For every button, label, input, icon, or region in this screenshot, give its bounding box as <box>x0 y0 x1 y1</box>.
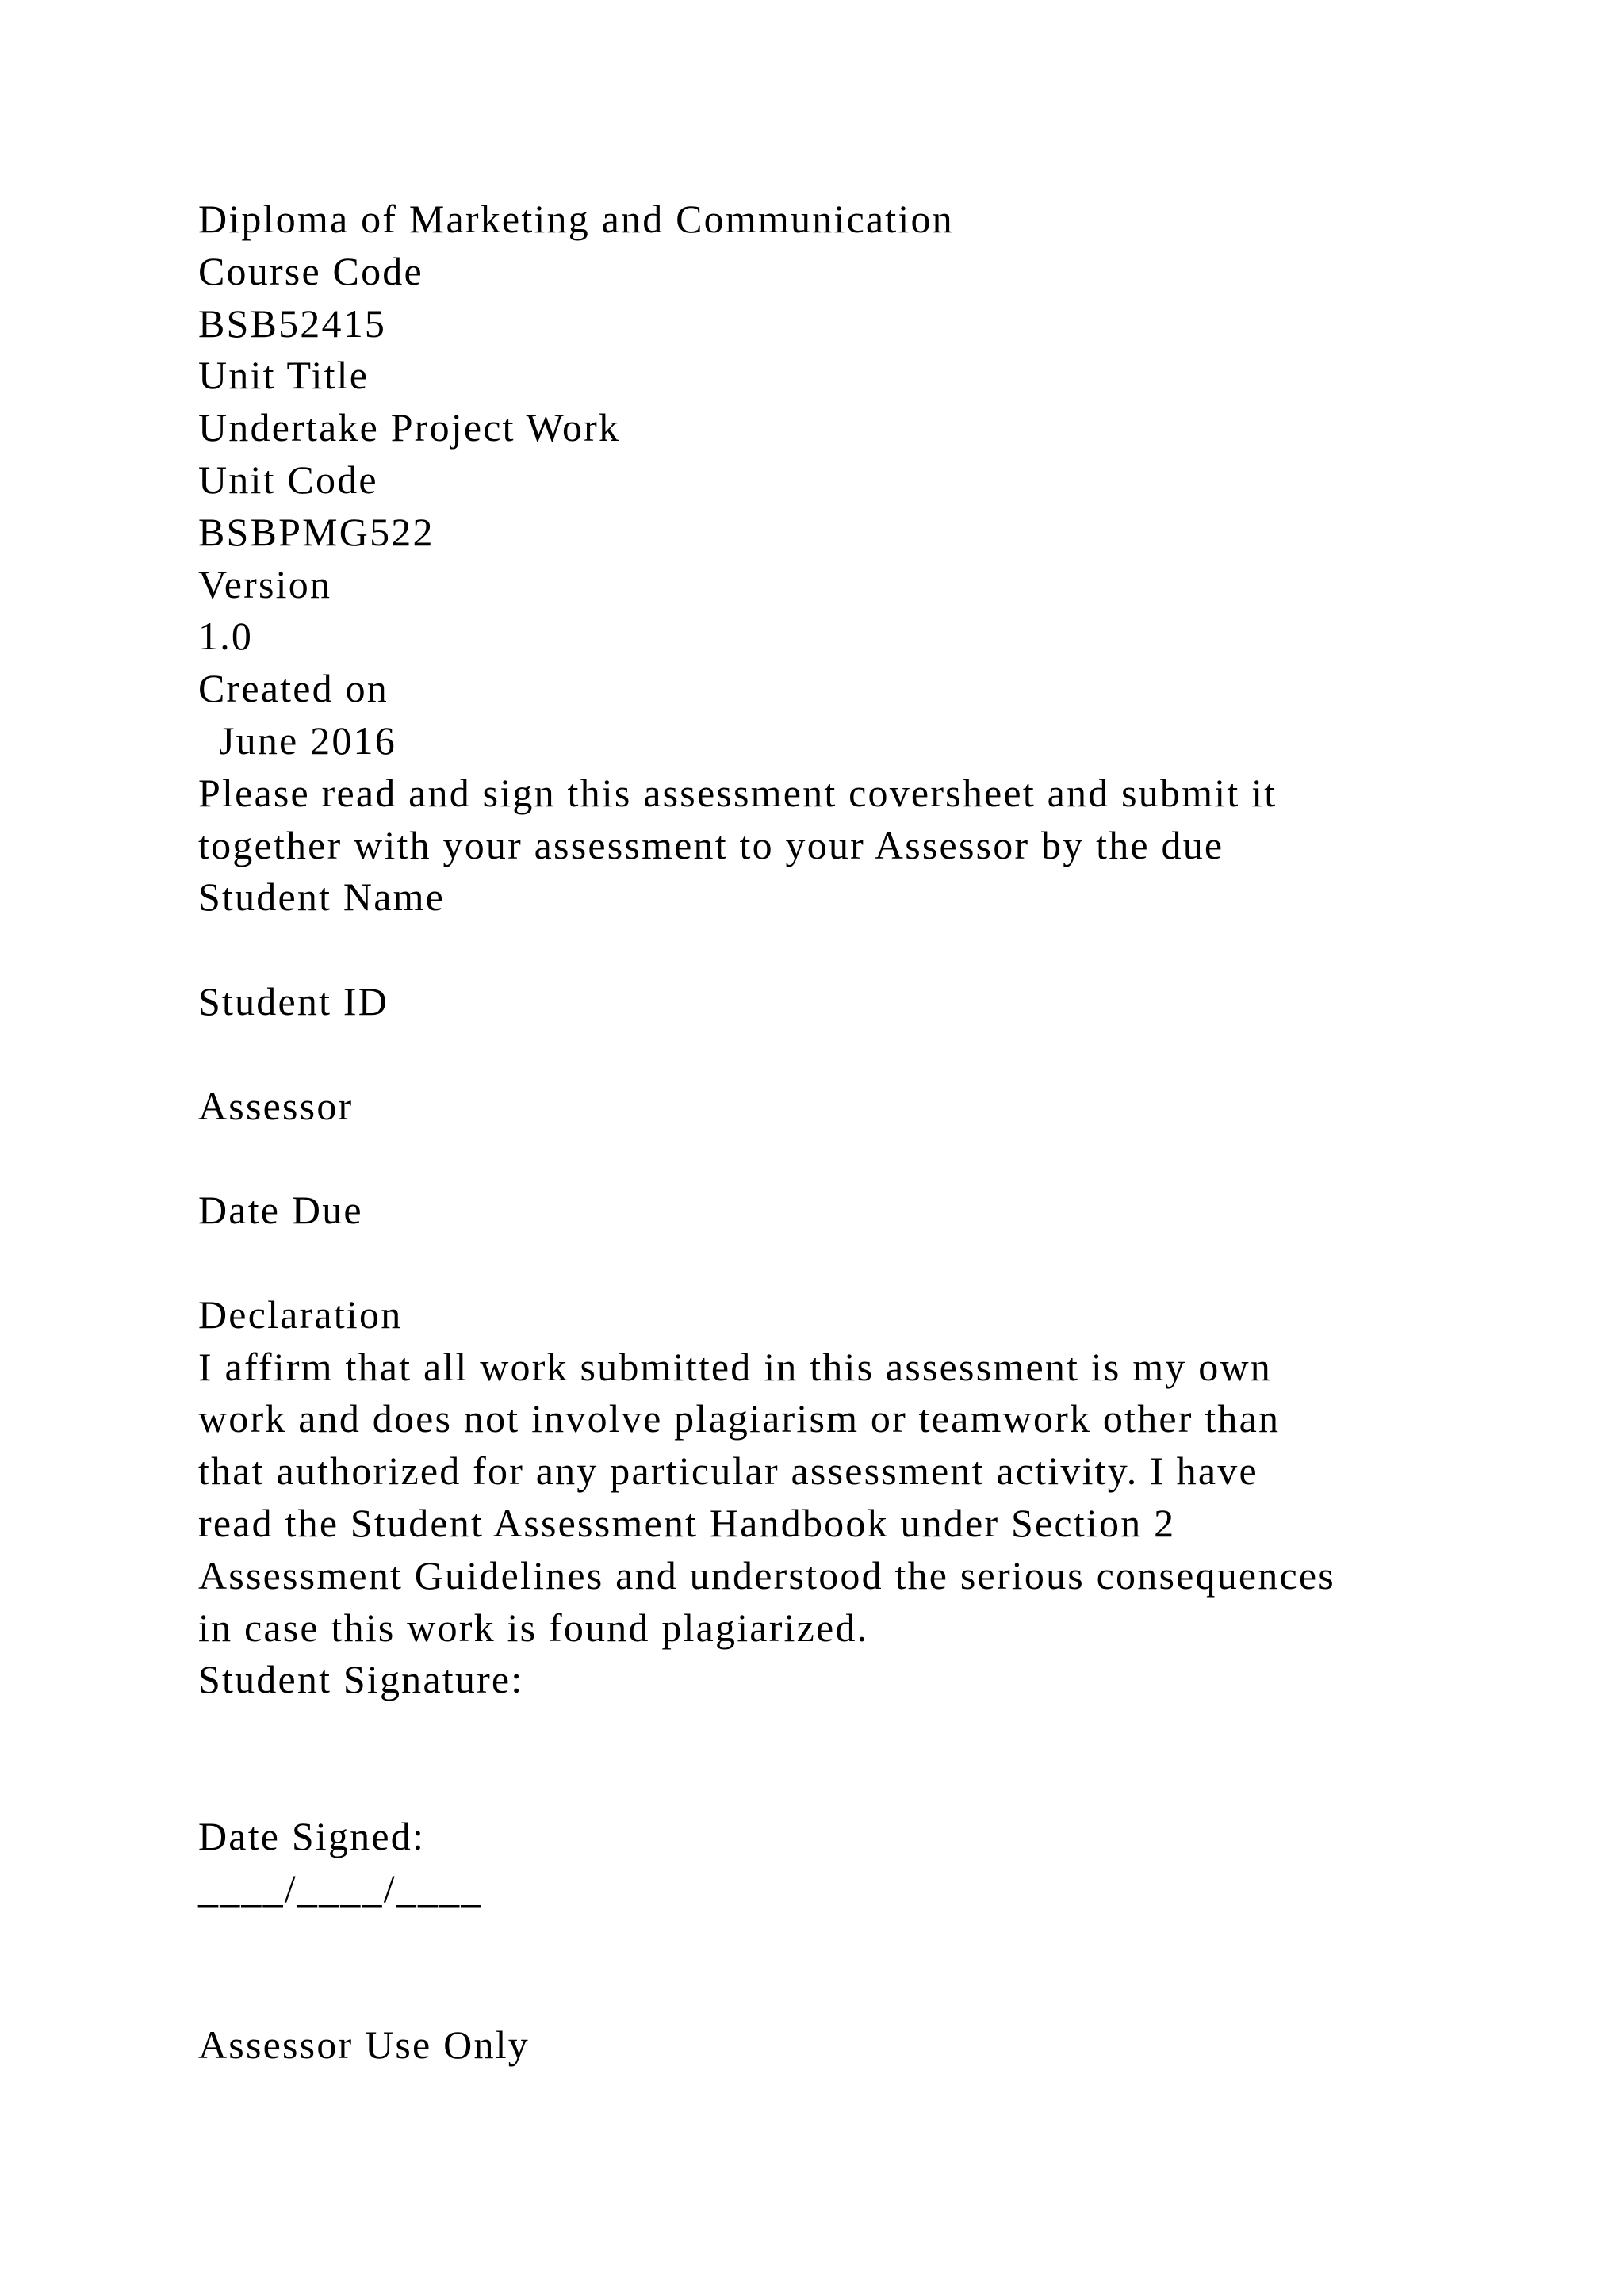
student-id-label: Student ID <box>198 978 389 1024</box>
declaration-heading: Declaration <box>198 1292 403 1337</box>
date-signed-blank: ____/____/____ <box>198 1866 483 1911</box>
unit-title-label: Unit Title <box>198 353 370 398</box>
declaration-line: read the Student Assessment Handbook under Section 2 <box>198 1500 1176 1545</box>
spacer <box>198 1028 1507 1081</box>
spacer <box>198 1915 1507 1967</box>
declaration-line: in case this work is found plagiarized. <box>198 1605 869 1650</box>
course-code-value: BSB52415 <box>198 300 387 346</box>
spacer <box>198 1706 1507 1758</box>
spacer <box>198 1967 1507 2019</box>
course-code-label: Course Code <box>198 248 423 293</box>
spacer <box>198 1237 1507 1289</box>
instructions-line: Please read and sign this assessment coversheet and submit it <box>198 770 1277 815</box>
spacer <box>198 1132 1507 1184</box>
version-label: Version <box>198 561 332 607</box>
date-signed-label: Date Signed: <box>198 1813 426 1858</box>
date-due-label: Date Due <box>198 1188 363 1233</box>
declaration-line: that authorized for any particular assessment activity. I have <box>198 1448 1258 1494</box>
created-on-label: Created on <box>198 666 389 711</box>
unit-code-label: Unit Code <box>198 457 378 502</box>
spacer <box>198 924 1507 976</box>
declaration-line: work and does not involve plagiarism or teamwork other than <box>198 1396 1281 1441</box>
declaration-line: Assessment Guidelines and understood the serious consequences <box>198 1552 1335 1598</box>
unit-code-value: BSBPMG522 <box>198 509 435 554</box>
version-value: 1.0 <box>198 614 254 659</box>
declaration-line: I affirm that all work submitted in this assessment is my own <box>198 1344 1272 1389</box>
instructions-line: together with your assessment to your Assessor by the due <box>198 822 1224 867</box>
unit-title-value: Undertake Project Work <box>198 405 621 450</box>
assessor-use-only-label: Assessor Use Only <box>198 2022 530 2067</box>
spacer <box>198 1758 1507 1811</box>
student-signature-label: Student Signature: <box>198 1657 524 1702</box>
student-name-label: Student Name <box>198 874 446 920</box>
created-on-value: June 2016 <box>219 718 396 763</box>
assessor-label: Assessor <box>198 1083 354 1128</box>
coversheet-content <box>198 193 1507 2072</box>
program-title: Diploma of Marketing and Communication <box>198 197 954 241</box>
